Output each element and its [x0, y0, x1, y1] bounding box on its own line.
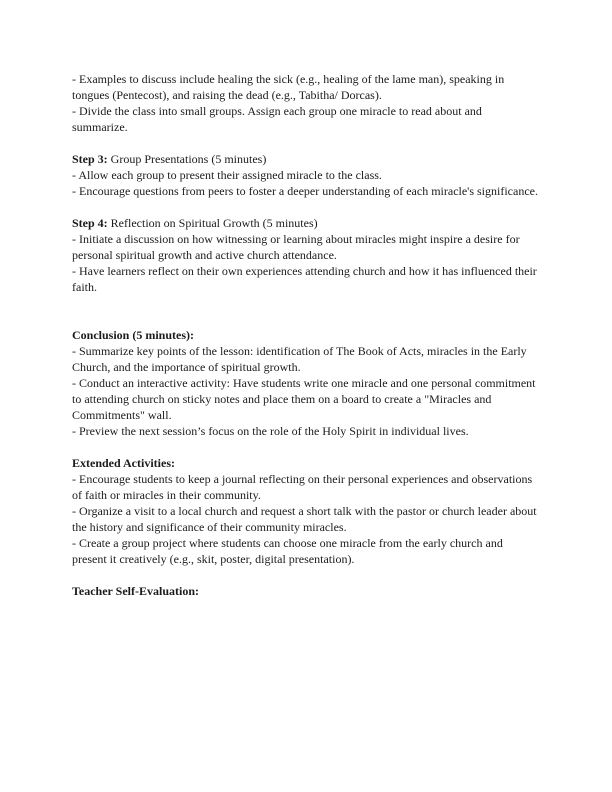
step-4-label: Step 4:	[72, 216, 108, 230]
step-3-heading	[72, 151, 540, 167]
text-line: - Encourage questions from peers to foster a deeper understanding of each miracle's significance.	[72, 184, 538, 198]
extended-activities-heading: Extended Activities:	[72, 456, 175, 470]
section-step-4	[72, 215, 540, 295]
text-line: - Preview the next session’s focus on the role of the Holy Spirit in individual lives.	[72, 424, 469, 438]
text-line: - Conduct an interactive activity: Have students write one miracle and one personal commitment	[72, 376, 536, 390]
step-3-title: Group Presentations (5 minutes)	[107, 152, 267, 166]
text-line: - Initiate a discussion on how witnessing or learning about miracles might inspire a desire for	[72, 232, 520, 246]
text-line: Church, and the importance of spiritual growth.	[72, 360, 301, 374]
text-line: - Have learners reflect on their own experiences attending church and how it has influenced their	[72, 264, 537, 278]
text-line: tongues (Pentecost), and raising the dead (e.g., Tabitha/ Dorcas).	[72, 88, 382, 102]
text-line: - Organize a visit to a local church and request a short talk with the pastor or church leader about	[72, 504, 537, 518]
section-extended-activities	[72, 455, 540, 567]
section-conclusion	[72, 327, 540, 439]
text-line: - Create a group project where students can choose one miracle from the early church and	[72, 536, 503, 550]
text-line: summarize.	[72, 120, 128, 134]
text-line: of faith or miracles in their community.	[72, 488, 261, 502]
step-3-label: Step 3:	[72, 152, 108, 166]
text-line: Commitments" wall.	[72, 408, 172, 422]
text-line: - Summarize key points of the lesson: identification of The Book of Acts, miracles in the Early	[72, 344, 527, 358]
section-step-3	[72, 151, 540, 199]
section-teacher-self-evaluation	[72, 583, 540, 599]
text-line: - Divide the class into small groups. Assign each group one miracle to read about and	[72, 104, 482, 118]
step-4-title: Reflection on Spiritual Growth (5 minutes)	[107, 216, 318, 230]
section-intro	[72, 71, 540, 135]
text-line: - Encourage students to keep a journal reflecting on their personal experiences and observations	[72, 472, 533, 486]
text-line: - Examples to discuss include healing the sick (e.g., healing of the lame man), speaking in	[72, 72, 505, 86]
text-line: personal spiritual growth and active church attendance.	[72, 248, 337, 262]
conclusion-heading: Conclusion (5 minutes):	[72, 328, 195, 342]
text-line: - Allow each group to present their assigned miracle to the class.	[72, 168, 382, 182]
text-line: to attending church on sticky notes and place them on a board to create a "Miracles and	[72, 392, 492, 406]
step-4-heading	[72, 215, 540, 231]
text-line: faith.	[72, 280, 97, 294]
text-line: the history and significance of their community miracles.	[72, 520, 347, 534]
text-line: present it creatively (e.g., skit, poster, digital presentation).	[72, 552, 355, 566]
teacher-self-evaluation-heading: Teacher Self-Evaluation:	[72, 584, 200, 598]
